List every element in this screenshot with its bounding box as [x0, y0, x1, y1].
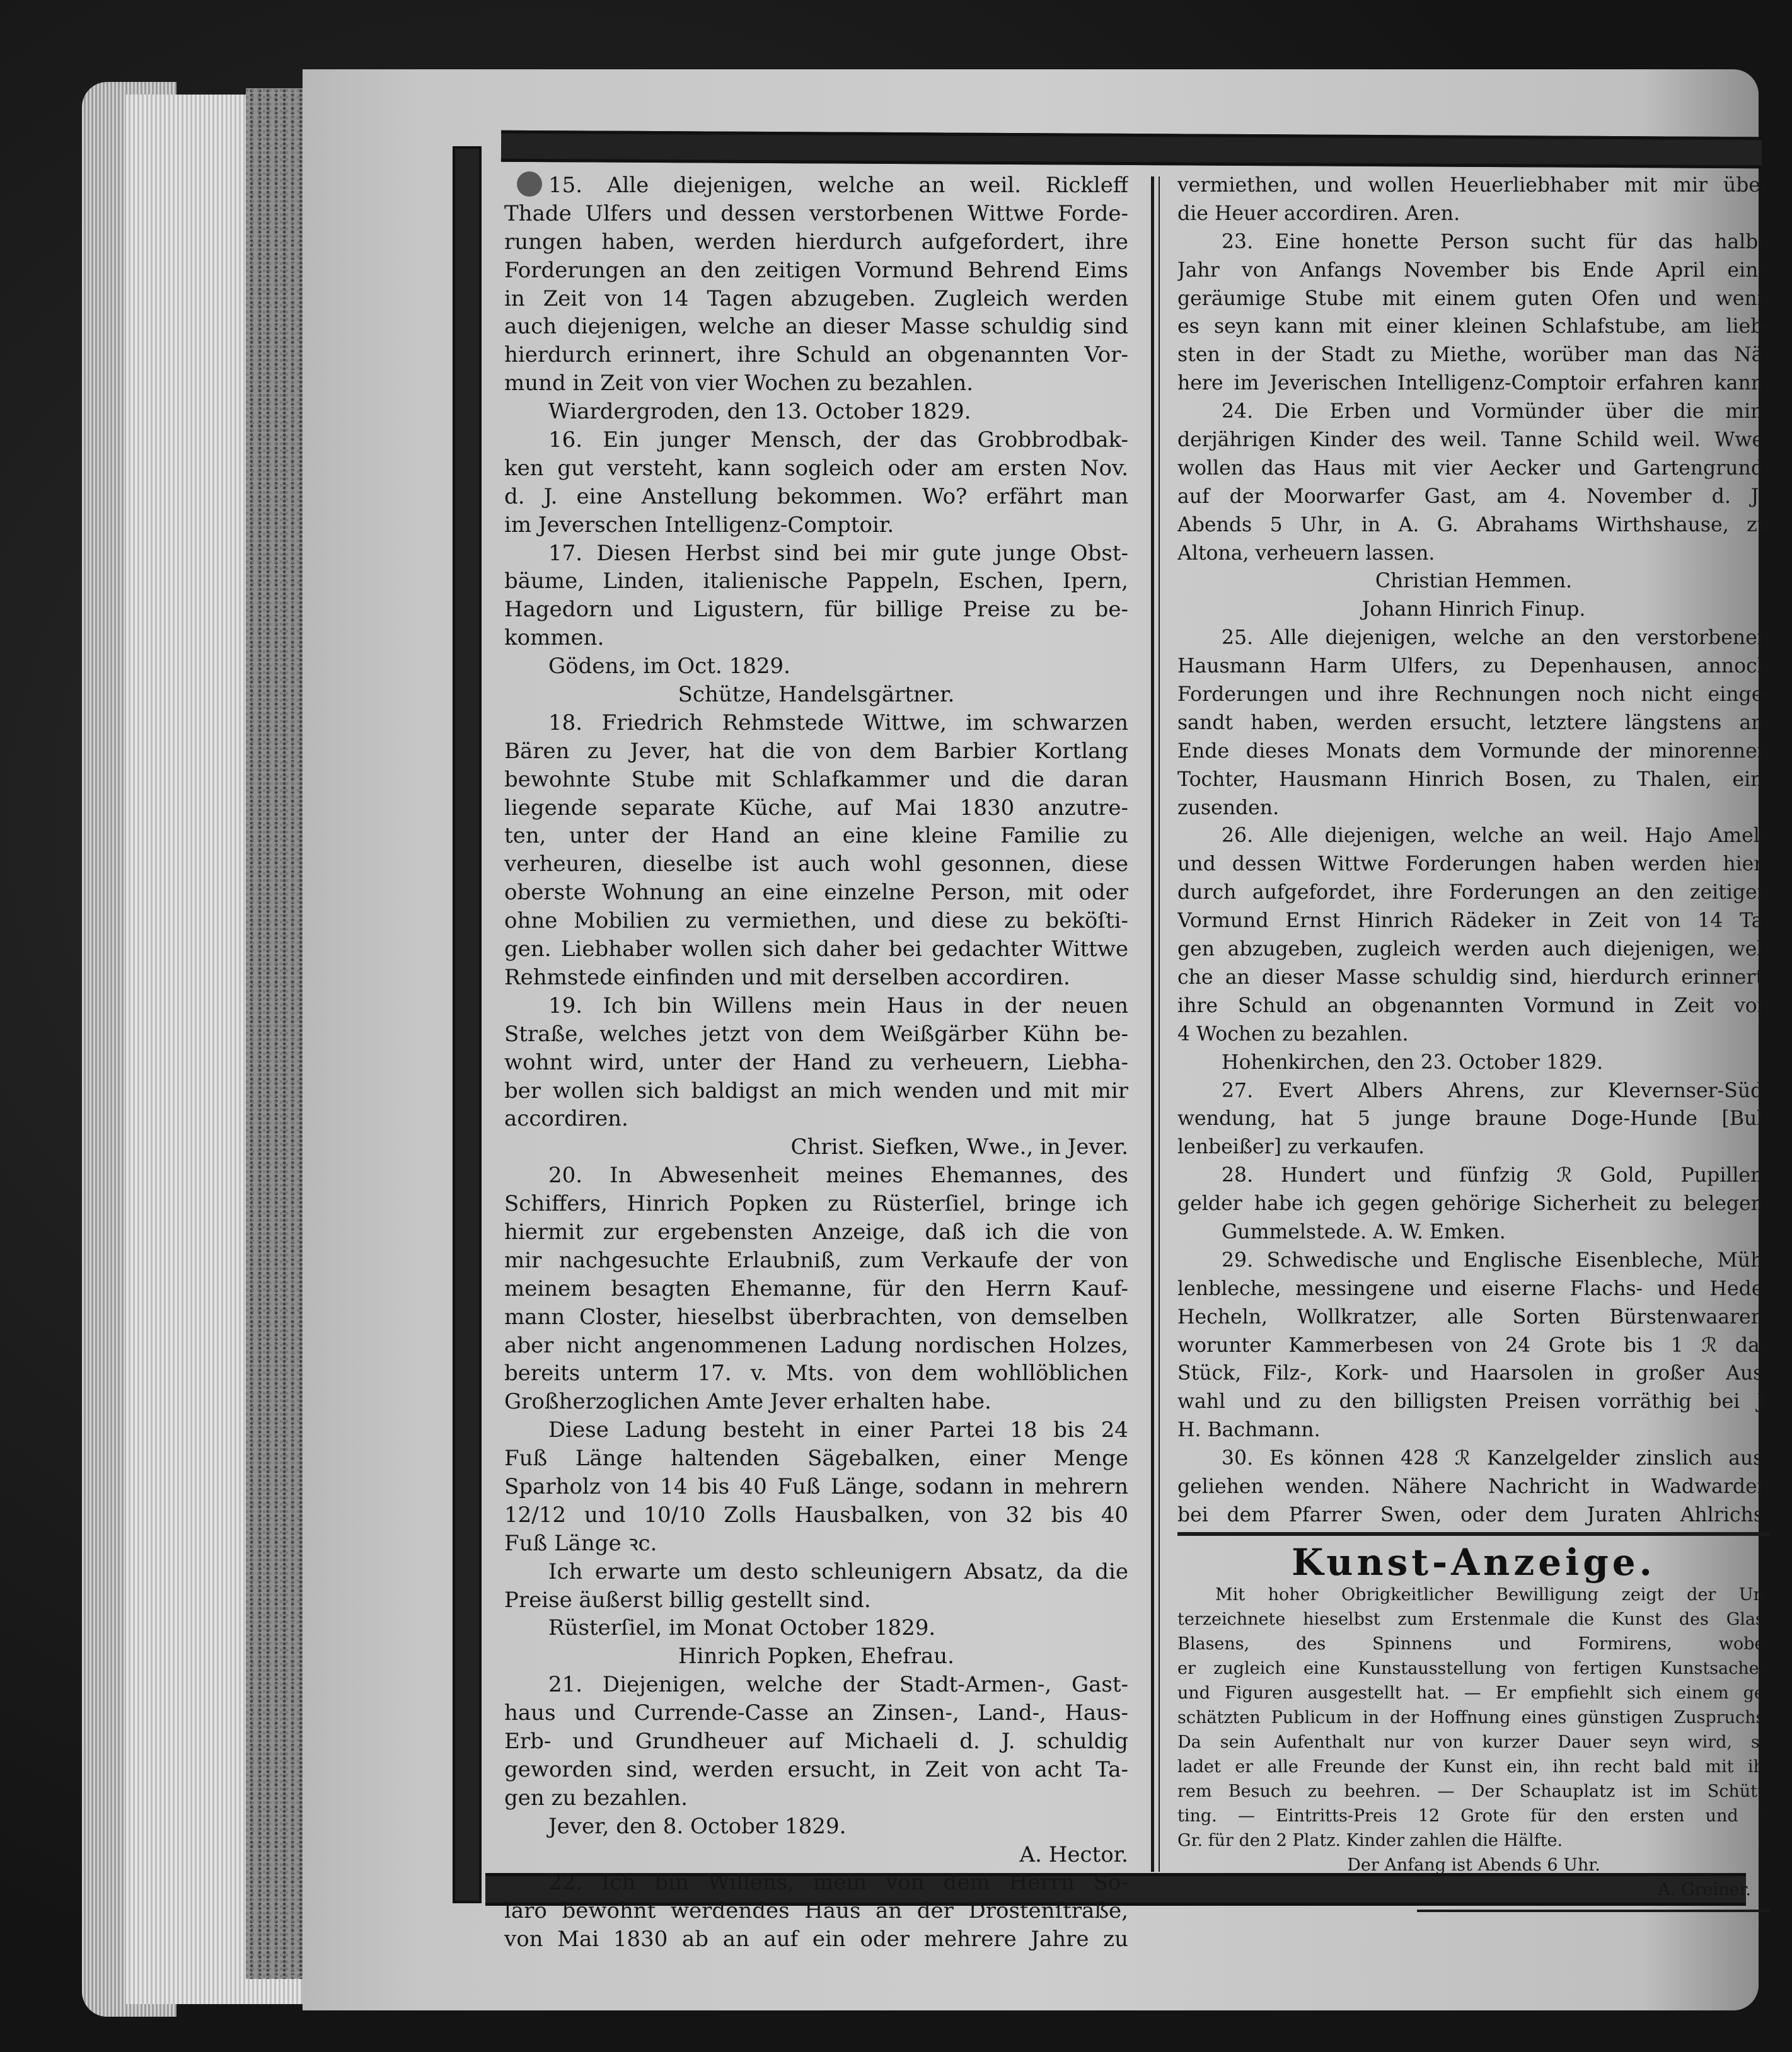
text-line: 17. Diesen Herbst sind bei mir gute junge Obst-: [548, 540, 1128, 566]
text-line: vermiethen, und wollen Heuerliebhaber mit mir über: [1177, 174, 1770, 197]
text-line: Preise äußerst billig gestellt sind.: [504, 1587, 871, 1613]
text-line: verheuren, dieselbe ist auch wohl gesonnen, diese: [504, 851, 1128, 877]
text-line: ber wollen sich baldigst an mich wenden und mit mir: [504, 1078, 1128, 1104]
text-line: Ende dieses Monats dem Vormunde der minorennen: [1177, 739, 1770, 763]
text-line: auch diejenigen, welche an dieser Masse schuldig sind: [504, 314, 1128, 340]
text-line: schätzten Publicum in der Hoffnung eines günstigen Zuspruchs.: [1177, 1707, 1770, 1727]
text-line: 26. Alle diejenigen, welche an weil. Hajo Amels: [1222, 824, 1770, 848]
text-line: kommen.: [504, 625, 604, 651]
text-line: 16. Ein junger Mensch, der das Grobbrodbak-: [548, 427, 1128, 453]
text-line: Forderungen und ihre Rechnungen noch nicht einge-: [1177, 683, 1770, 706]
text-line: Straße, welches jetzt von dem Weißgärber Kühn be-: [504, 1021, 1128, 1047]
text-line: geworden sind, werden ersucht, in Zeit von acht Ta-: [504, 1756, 1128, 1782]
text-line: Christ. Siefken, Wwe., in Jever.: [790, 1134, 1128, 1160]
text-line: wendung, hat 5 junge braune Doge-Hunde [Bul-: [1177, 1107, 1770, 1131]
text-line: 22. Ich bin Willens, mein von dem Herrn So-: [548, 1870, 1128, 1896]
column-divider: [1151, 176, 1154, 1872]
text-line: er zugleich eine Kunstausstellung von fertigen Kunstsachen: [1177, 1658, 1770, 1678]
right-column-notices: [1177, 171, 1770, 1530]
text-line: wahl und zu den billigsten Preisen vorräthig bei J.: [1177, 1390, 1770, 1414]
text-line: A. Greiner.: [1658, 1879, 1751, 1899]
text-line: 18. Friedrich Rehmstede Wittwe, im schwarzen: [548, 710, 1128, 735]
text-line: Gr. für den 2 Platz. Kinder zahlen die Hälfte.: [1177, 1830, 1563, 1850]
text-line: 12/12 und 10/10 Zolls Hausbalken, von 32 bis 40: [504, 1502, 1128, 1528]
text-line: Tochter, Hausmann Hinrich Bosen, zu Thalen, ein-: [1177, 768, 1770, 791]
text-line: 4 Wochen zu bezahlen.: [1177, 1022, 1409, 1046]
text-line: Gödens, im Oct. 1829.: [548, 654, 790, 679]
text-line: Rüsterſiel, im Monat October 1829.: [548, 1615, 936, 1641]
text-line: Rehmstede einfinden und mit derselben accordiren.: [504, 964, 1070, 990]
text-line: mund in Zeit von vier Wochen zu bezahlen.: [504, 371, 974, 396]
text-line: wohnt wird, unter der Hand zu verheuern, Liebha-: [504, 1049, 1128, 1075]
text-line: Vormund Ernst Hinrich Rädeker in Zeit von 14 Ta-: [1177, 909, 1770, 933]
text-line: bereits unterm 17. v. Mts. von dem wohllöblichen: [504, 1361, 1128, 1386]
text-line: 15. Alle diejenigen, welche an weil. Rickleff: [548, 173, 1128, 198]
text-line: Christian Hemmen.: [1375, 570, 1573, 593]
text-line: H. Bachmann.: [1177, 1419, 1321, 1442]
kunst-anzeige-body: [1177, 1582, 1770, 1902]
text-line: gelder habe ich gegen gehörige Sicherheit zu belegen.: [1177, 1192, 1770, 1216]
text-line: Abends 5 Uhr, in A. G. Abrahams Wirthshause, zu: [1177, 513, 1770, 536]
text-line: Der Anfang ist Abends 6 Uhr.: [1347, 1855, 1600, 1875]
text-line: 23. Eine honette Person sucht für das halbe: [1222, 230, 1770, 253]
text-line: gen zu bezahlen.: [504, 1785, 688, 1811]
text-line: meinem besagten Ehemanne, für den Herrn Kauf-: [504, 1276, 1128, 1301]
text-line: 25. Alle diejenigen, welche an den verstorbenen: [1222, 626, 1770, 650]
text-line: Bären zu Jever, hat die von dem Barbier Kortlang: [504, 738, 1128, 764]
text-line: Fuß Länge haltenden Sägebalken, einer Menge: [504, 1446, 1128, 1472]
text-line: 24. Die Erben und Vormünder über die min-: [1222, 400, 1770, 424]
text-line: 27. Evert Albers Ahrens, zur Klevernser-Süd-: [1222, 1079, 1770, 1102]
text-line: 29. Schwedische und Englische Eisenbleche, Müh-: [1222, 1248, 1770, 1272]
text-line: ladet er alle Freunde der Kunst ein, ihn recht bald mit ih-: [1177, 1756, 1770, 1777]
text-line: rem Besuch zu beehren. — Der Schauplatz ist im Schütt-: [1177, 1781, 1770, 1801]
text-line: ohne Mobilien zu vermiethen, und diese zu beköſti-: [504, 908, 1128, 934]
text-line: aber nicht angenommenen Ladung nordischen Holzes,: [504, 1332, 1128, 1358]
text-line: gen. Liebhaber wollen sich daher bei gedachter Wittwe: [504, 937, 1128, 962]
text-line: A. Hector.: [1019, 1842, 1128, 1867]
text-line: Hohenkirchen, den 23. October 1829.: [1222, 1051, 1604, 1074]
text-line: 21. Diejenigen, welche der Stadt-Armen-, Gast-: [548, 1672, 1128, 1698]
text-line: bewohnte Stube mit Schlafkammer und die daran: [504, 766, 1128, 792]
text-line: bäume, Linden, italienische Pappeln, Eschen, Ipern,: [504, 568, 1128, 594]
text-line: von Mai 1830 ab an auf ein oder mehrere Jahre zu: [504, 1927, 1128, 1952]
text-line: Jahr von Anfangs November bis Ende April eine: [1177, 258, 1770, 282]
text-line: Blasens, des Spinnens und Formirens, wobei: [1177, 1634, 1770, 1654]
text-line: Gummelstede. A. W. Emken.: [1222, 1220, 1506, 1243]
text-line: Schütze, Handelsgärtner.: [678, 682, 955, 708]
right-column: [1177, 171, 1770, 1912]
column-divider-thin: [1159, 176, 1160, 1872]
text-line: rungen haben, werden hierdurch aufgefordert, ihre: [504, 229, 1128, 255]
text-line: ting. — Eintritts-Preis 12 Grote für den ersten und 6: [1177, 1806, 1770, 1826]
text-line: derjährigen Kinder des weil. Tanne Schild weil. Wwe.: [1177, 429, 1770, 452]
text-line: laro bewohnt werdendes Haus an der Drostenſtraße,: [504, 1898, 1128, 1924]
text-line: Forderungen an den zeitigen Vormund Behrend Eims: [504, 257, 1128, 283]
text-line: 30. Es können 428 ℛ Kanzelgelder zinslich aus-: [1222, 1447, 1770, 1470]
text-line: oberste Wohnung an eine einzelne Person, mit oder: [504, 880, 1128, 906]
text-line: 20. In Abwesenheit meines Ehemannes, des: [548, 1163, 1128, 1189]
text-line: 19. Ich bin Willens mein Haus in der neuen: [548, 993, 1128, 1018]
kunst-section-rule: [1177, 1532, 1770, 1536]
text-line: Da sein Aufenthalt nur von kurzer Dauer seyn wird, so: [1177, 1732, 1770, 1752]
text-line: accordiren.: [504, 1106, 628, 1132]
text-line: auf der Moorwarfer Gast, am 4. November d. J.,: [1177, 485, 1770, 508]
text-line: lenbeißer] zu verkaufen.: [1177, 1136, 1425, 1159]
text-line: che an dieser Masse schuldig sind, hierdurch erinnert,: [1177, 965, 1770, 989]
text-line: liegende separate Küche, auf Mai 1830 anzutre-: [504, 795, 1128, 821]
text-line: Wiardergroden, den 13. October 1829.: [548, 399, 971, 425]
text-line: haus und Currende-Casse an Zinsen-, Land-, Haus-: [504, 1700, 1128, 1726]
text-line: Stück, Filz-, Kork- und Haarsolen in großer Aus-: [1177, 1362, 1770, 1385]
text-line: im Jeverschen Intelligenz-Comptoir.: [504, 512, 894, 538]
text-line: sandt haben, werden ersucht, letztere längstens am: [1177, 711, 1770, 734]
text-line: ihre Schuld an obgenannten Vormund in Zeit von: [1177, 994, 1770, 1017]
text-line: in Zeit von 14 Tagen abzugeben. Zugleich werden: [504, 285, 1128, 311]
text-line: Schiffers, Hinrich Popken zu Rüsterſiel, bringe ich: [504, 1191, 1128, 1217]
text-line: Hinrich Popken, Ehefrau.: [678, 1644, 954, 1669]
text-line: geräumige Stube mit einem guten Ofen und wenn: [1177, 287, 1770, 310]
text-line: Fuß Länge ꝛc.: [504, 1530, 657, 1556]
text-line: terzeichnete hieselbst zum Erstenmale die Kunst des Glas-: [1177, 1609, 1770, 1629]
text-line: Sparholz von 14 bis 40 Fuß Länge, sodann in mehrern: [504, 1473, 1128, 1499]
left-border-rule: [453, 146, 482, 1903]
text-line: d. J. eine Anstellung bekommen. Wo? erfährt man: [504, 483, 1128, 509]
text-line: es seyn kann mit einer kleinen Schlafstube, am lieb-: [1177, 315, 1770, 338]
text-line: gen abzugeben, zugleich werden auch diejenigen, wel-: [1177, 938, 1770, 961]
text-line: Jever, den 8. October 1829.: [548, 1813, 847, 1839]
kunst-anzeige-title: Kunst-Anzeige.: [1292, 1540, 1656, 1584]
text-line: Hausmann Harm Ulfers, zu Depenhausen, annoch: [1177, 655, 1770, 678]
text-line: hiermit zur ergebensten Anzeige, daß ich die von: [504, 1219, 1128, 1245]
text-line: und Figuren ausgestellt hat. — Er empfiehlt sich einem ge-: [1177, 1683, 1770, 1703]
text-line: zusenden.: [1177, 796, 1280, 819]
text-line: Ich erwarte um desto schleunigern Absatz, da die: [548, 1559, 1128, 1584]
text-line: bei dem Pfarrer Swen, oder dem Juraten Ahlrichs.: [1177, 1503, 1770, 1526]
top-border-rule: [501, 130, 1762, 168]
text-line: durch aufgefordet, ihre Forderungen an den zeitigen: [1177, 881, 1770, 904]
text-line: Thade Ulfers und dessen verstorbenen Wittwe Forde-: [504, 200, 1128, 226]
text-line: Mit hoher Obrigkeitlicher Bewilligung zeigt der Un-: [1215, 1584, 1770, 1605]
text-line: geliehen wenden. Nähere Nachricht in Wadwarden: [1177, 1475, 1770, 1498]
left-column: [504, 171, 1128, 1954]
text-line: hierdurch erinnert, ihre Schuld an obgenannten Vor-: [504, 342, 1128, 368]
text-line: 28. Hundert und fünfzig ℛ Gold, Pupillen-: [1222, 1164, 1770, 1187]
text-line: mann Closter, hieselbst überbrachten, von demselben: [504, 1304, 1128, 1330]
text-line: ten, unter der Hand an eine kleine Familie zu: [504, 823, 1128, 849]
text-line: Großherzoglichen Amte Jever erhalten habe.: [504, 1389, 991, 1415]
text-line: here im Jeverischen Intelligenz-Comptoir erfahren kann.: [1177, 372, 1770, 395]
text-line: und dessen Wittwe Forderungen haben werden hier-: [1177, 853, 1770, 876]
text-line: Hagedorn und Ligustern, für billige Preise zu be-: [504, 597, 1128, 623]
text-line: lenbleche, messingene und eiserne Flachs- und Hede-: [1177, 1277, 1770, 1300]
text-line: Johann Hinrich Finup.: [1361, 598, 1586, 621]
text-line: worunter Kammerbesen von 24 Grote bis 1 ℛ das: [1177, 1334, 1770, 1357]
text-line: Altona, verheuern lassen.: [1177, 541, 1435, 565]
signature-rule: [1417, 1910, 1770, 1912]
text-line: sten in der Stadt zu Miethe, worüber man das Nä-: [1177, 343, 1770, 367]
text-line: die Heuer accordiren. Aren.: [1177, 202, 1460, 225]
text-line: ken gut versteht, kann sogleich oder am ersten Nov.: [504, 455, 1128, 481]
text-line: wollen das Haus mit vier Aecker und Gartengrund,: [1177, 456, 1770, 480]
text-line: Hecheln, Wollkratzer, alle Sorten Bürstenwaaren,: [1177, 1305, 1770, 1329]
text-line: mir nachgesuchte Erlaubniß, zum Verkaufe der von: [504, 1247, 1128, 1273]
text-line: Diese Ladung besteht in einer Partei 18 bis 24: [548, 1417, 1128, 1443]
text-line: Erb- und Grundheuer auf Michaeli d. J. schuldig: [504, 1728, 1128, 1754]
